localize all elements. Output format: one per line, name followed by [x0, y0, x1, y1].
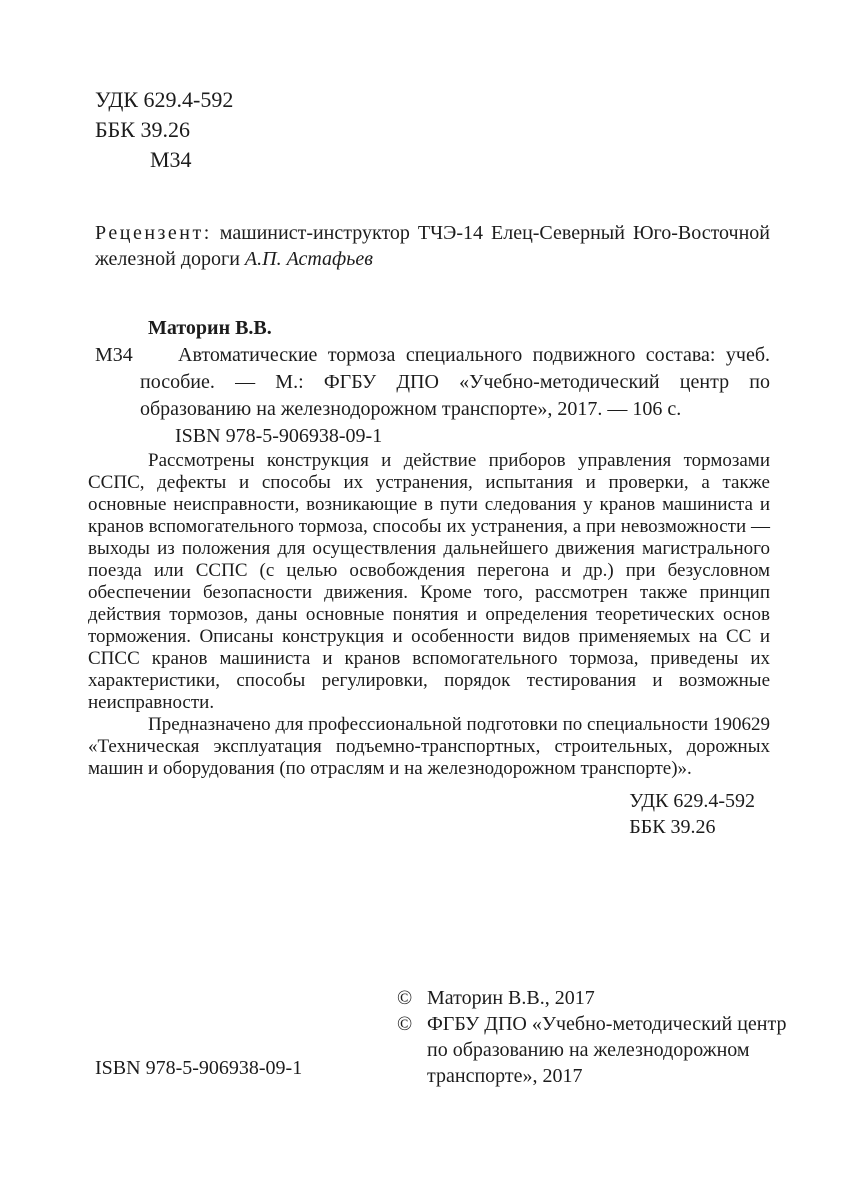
copyright-symbol: © [397, 1013, 413, 1035]
author-heading: Маторин В.В. [148, 317, 272, 339]
copyright-symbol: © [397, 987, 413, 1009]
copyright-entry-author [397, 985, 793, 1011]
classification-codes-repeat [88, 788, 770, 840]
classification-codes [95, 85, 770, 175]
reviewer-line [95, 220, 770, 272]
annotation-paragraph-1: Рассмотрены конструкция и действие приборов управления тормозами ССПС, дефекты и способы их устранения, испытания и проверки, а также основные неисправности, возникающие в пути следования у кранов машиниста и кранов вспомогательного тормоза, способы их устранения, а при невозможности — выходы из положения для осуществления дальнейшего движения магистрального поезда или ССПС (с целью освобождения перегона и др.) при безусловном обеспечении безопасности движения. Кроме того, рассмотрен также принцип действия тормозов, даны основные понятия и определения теоретических основ торможения. Описаны конструкция и особенности видов применяемых на СС и СПСС кранов машиниста и кранов вспомогательного тормоза, приведены их характеристики, способы регулировки, порядок тестирования и возможные неисправности. [88, 450, 770, 713]
footer [0, 985, 857, 1095]
copyright-text: ФГБУ ДПО «Учебно-методический центр по образованию на железнодорожном транспорте», 2017 [427, 1013, 787, 1087]
author-sign-code: М34 [150, 147, 192, 172]
bbk-code-repeat: ББК 39.26 [629, 816, 716, 838]
catalog-isbn: ISBN 978-5-906938-09-1 [175, 425, 383, 447]
reviewer-label: Рецензент: [95, 222, 212, 244]
footer-isbn: ISBN 978-5-906938-09-1 [95, 1057, 303, 1079]
copyright-entry-publisher [397, 1011, 793, 1089]
catalog-code: М34 [95, 344, 133, 366]
copyright-text: Маторин В.В., 2017 [427, 987, 595, 1009]
reviewer-name: А.П. Астафьев [244, 248, 373, 270]
copyright-block [397, 985, 793, 1089]
catalog-entry [95, 342, 770, 423]
reviewer-text: машинист-инструктор ТЧЭ-14 Елец-Северный Юго-Восточной железной дороги [95, 222, 770, 270]
udk-code: УДК 629.4-592 [95, 87, 234, 112]
catalog-description: Автоматические тормоза специального подвижного состава: учеб. пособие. — М.: ФГБУ ДПО «Учебно-методический центр по образованию на железнодорожном транспорте», 2017. — 106 с. [140, 344, 770, 420]
udk-code-repeat: УДК 629.4-592 [629, 790, 755, 812]
annotation-paragraph-2: Предназначено для профессиональной подготовки по специальности 190629 «Техническая эксплуатация подъемно-транспортных, строительных, дорожных машин и оборудования (по отраслям и на железнодорожном транспорте)». [88, 714, 770, 779]
bbk-code: ББК 39.26 [95, 117, 190, 142]
annotation-block [88, 450, 770, 780]
